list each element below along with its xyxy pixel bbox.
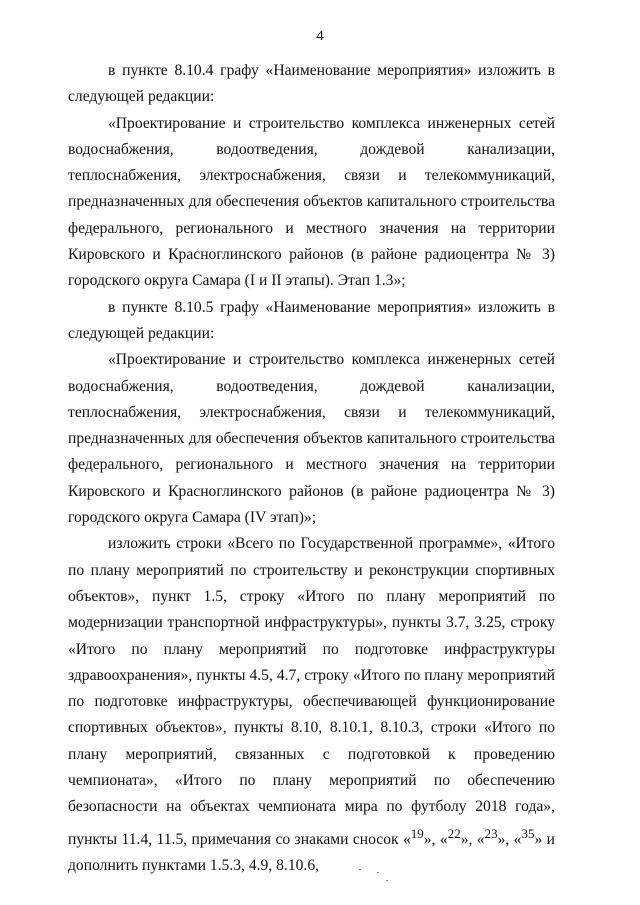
paragraph-5-text: изложить строки «Всего по Государственной программе», «Итого по плану мероприятий по строительству и реконструкции спортивных объектов», пункт 1.5, строку «Итого по плану мероприятий по модернизации транспортной инфраструктуры», пункты 3.7, 3.25, строку «Итого по плану мероприятий по подготовке инфраструктуры здравоохранения», пункты 4.5, 4.7, строку «Итого по плану мероприятий по подготовке инфраструктуры, обеспечивающей функционирование спортивных объектов», пункты 8.10, 8.10.1, 8.10.3, строки «Итого по плану мероприятий, связанных с подготовкой к проведению чемпионата», «Итого по плану мероприятий по обеспечению безопасности на объектах чемпионата мира по футболу 2018 года», пункты 11.4, 11.5, примечания со знаками сносок « bbox=[68, 535, 555, 848]
footnote-separator: », « bbox=[423, 830, 448, 848]
document-body bbox=[68, 58, 555, 879]
paragraph-3: в пункте 8.10.5 графу «Наименование мероприятия» изложить в следующей редакции: bbox=[68, 298, 555, 342]
footnote-mark: 23 bbox=[484, 825, 498, 841]
footnote-mark: 22 bbox=[447, 825, 461, 841]
paragraph-5-tail: » и дополнить пунктами 1.5.3, 4.9, 8.10.6, bbox=[68, 830, 556, 875]
paragraph-1: в пункте 8.10.4 графу «Наименование мероприятия» изложить в следующей редакции: bbox=[68, 62, 555, 106]
footnote-separator: », « bbox=[460, 830, 485, 848]
page-number: 4 bbox=[316, 28, 324, 44]
footnote-mark: 19 bbox=[410, 825, 424, 841]
paragraph-5 bbox=[68, 531, 555, 879]
footnote-mark: 35 bbox=[521, 825, 535, 841]
paragraph-2: «Проектирование и строительство комплекса инженерных сетей водоснабжения, водоотведения, дождевой канализации, теплоснабжения, электроснабжения, связи и телекоммуникаций, предназначенных для обеспечения объектов капитального строительства федерального, регионального и местного значения на территории Кировского и Красноглинского районов (в районе радиоцентра № 3) городского округа Самара (I и II этапы). Этап 1.3»; bbox=[68, 114, 555, 290]
paragraph-4: «Проектирование и строительство комплекса инженерных сетей водоснабжения, водоотведения, дождевой канализации, теплоснабжения, электроснабжения, связи и телекоммуникаций, предназначенных для обеспечения объектов капитального строительства федерального, регионального и местного значения на территории Кировского и Красноглинского районов (в районе радиоцентра № 3) городского округа Самара (IV этап)»; bbox=[68, 351, 555, 527]
scan-specks bbox=[355, 866, 395, 886]
footnote-separator: », « bbox=[497, 830, 522, 848]
